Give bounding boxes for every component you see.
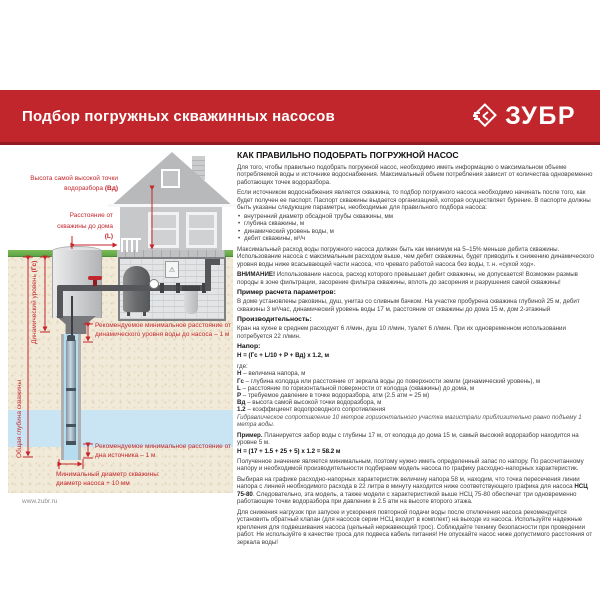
- label-total-depth: [15, 336, 25, 458]
- definition: [237, 385, 595, 392]
- site-url: www.zubr.ru: [22, 498, 58, 505]
- brand-logo: [472, 90, 576, 142]
- where-label: где:: [237, 362, 248, 370]
- label-text: Расстояние от скважины до дома: [57, 212, 113, 230]
- example-label: Пример.: [237, 431, 263, 439]
- definition: [237, 378, 595, 385]
- label-distance-to-house: [51, 211, 113, 243]
- article-title: КАК ПРАВИЛЬНО ПОДОБРАТЬ ПОГРУЖНОЙ НАСОС: [237, 150, 459, 160]
- paragraph: Полученное значение является минимальным, поэтому нужно иметь определенный запас по напору. По рассчитанному напору и необходимой производительности подбираем модель насоса по графику расходно-напорных характеристик.: [237, 457, 584, 473]
- label-symbol: (Гс): [31, 260, 38, 273]
- definitions: [237, 370, 595, 413]
- paragraph: Максимальный расход воды погружного насоса должен быть как минимум на 5–15% меньше дебита скважины. Использование насоса с максимальным расходом выше, чем дебит скважины, будет приводить к снижению динамического уровня воды ниже всасывающей части насоса, что чревато работой насоса без воды, т. н. «сухой ход».: [237, 245, 594, 268]
- label-bottom-clearance: Рекомендуемое минимальное расстояние от дна источника – 1 м: [95, 443, 232, 460]
- term-desc: – величина напора, м: [241, 370, 306, 378]
- paragraph: Кран на кухне в среднем расходует 6 л/мин, душ 10 л/мин, туалет 6 л/мин. При их одновременном использовании потребуется 22 л/мин.: [237, 325, 566, 340]
- paragraph: Если источником водоснабжения является скважина, то подбор погружного насоса необходимо начинать после того, как будет получен ее паспорт. Паспорт скважины выдается организацией, которая осуществляет бурение. В паспорте должны быть указаны следующие параметры, необходимые для правильного подбора насоса:: [237, 189, 591, 211]
- definition: [237, 392, 595, 399]
- paragraph: Для снижения нагрузок при запуске и ускорения повторной подачи воды после отключения насоса рекомендуется установить обратный клапан (для насосов серии НСЦ входит в комплект) на выходе из насоса. Используйте надежные крепления для подвешивания насоса (цельный нержавеющий трос). Соблюдайте технику безопасности при проведении работ. Не используйте в качестве троса для подвеса кабель питания! Не опускайте насос ниже допустимого расстояния от зеркала воды!: [237, 508, 593, 546]
- list-item: • глубина скважины, м: [237, 220, 595, 228]
- definition: [237, 370, 595, 377]
- brand-name: ЗУБР: [505, 101, 576, 130]
- well-passport-list: [237, 213, 595, 243]
- term: Гс: [237, 377, 244, 385]
- term-desc: – высота самой высокой точки водоразбора, м: [245, 399, 382, 407]
- definition: [237, 399, 595, 406]
- label-dynamic-level: [30, 258, 40, 344]
- term: Вд: [237, 399, 246, 407]
- term-desc: – требуемое давление в точке водоразбора, атм (2.5 атм = 25 м): [241, 391, 430, 399]
- list-item: • дебит скважины, м³/ч: [237, 235, 595, 243]
- term-desc: – глубина колодца или расстояние от зеркала воды до поверхности земли (динамический уровень), м: [243, 377, 541, 385]
- label-text: Общая глубина скважины: [16, 379, 23, 458]
- term: 1.2: [237, 406, 246, 414]
- head-formula: H = (Гс + L/10 + P + Вд) x 1.2, м: [237, 352, 330, 360]
- section-heading: Пример расчета параметров:: [237, 289, 336, 297]
- list-item: • внутренний диаметр обсадной трубы скважины, мм: [237, 213, 595, 221]
- pump-model: НСЦ 75-80: [237, 483, 588, 498]
- zubr-arrow-icon: [472, 103, 498, 129]
- label-highest-point: [26, 174, 118, 193]
- label-text: Высота самой высокой точки водоразбора: [30, 175, 118, 192]
- page-title: Подбор погружных скважинных насосов: [22, 107, 335, 125]
- warning-label: ВНИМАНИЕ!: [237, 271, 276, 279]
- warning-paragraph: [237, 271, 595, 286]
- term-desc: – коэффициент водопроводного сопротивления: [245, 406, 386, 414]
- example-text: Планируется забор воды с глубины 17 м, от колодца до дома 15 м, самый высокий водоразбор находится на уровне 5 м.: [237, 431, 579, 447]
- example-formula: H = (17 + 1.5 + 25 + 5) x 1.2 = 58.2 м: [237, 447, 341, 455]
- term: H: [237, 370, 242, 378]
- example-paragraph: [237, 432, 595, 447]
- paragraph: [237, 476, 595, 506]
- term: L: [237, 384, 241, 392]
- paragraph: Для того, чтобы правильно подобрать погружной насос, необходимо иметь информацию о максимальном объеме потребляемой воды и источнике водоснабжения. Максимальный объем потребления зависит от количества одновременно работающих точек водоразбора.: [237, 163, 593, 186]
- section-heading: Напор:: [237, 343, 261, 351]
- term: P: [237, 391, 242, 399]
- hydraulic-note: Гидравлическое сопротивление 10 метров горизонтального участка магистрали приблизительно равно подъему 1 метра воды.: [237, 413, 582, 429]
- label-text: Динамический уровень: [31, 272, 38, 344]
- paragraph-text: Выбирая на графике расходно-напорных характеристик величину напора 58 м, находим, что точка пересечения линии напора с линией необходимого расхода в 22 литра в минуту находится ниже соответствующего графика для насоса: [237, 475, 580, 491]
- warning-sign-icon: ⚠: [165, 261, 179, 278]
- page-header: [0, 90, 600, 145]
- section-heading: Производительность:: [237, 316, 312, 324]
- term-desc: – расстояние по горизонтальной поверхности от колодца (скважины) до дома, м: [240, 384, 475, 392]
- well-installation-diagram: [0, 148, 235, 500]
- paragraph: В доме установлены раковины, душ, унитаз со сливным бачком. На участке пробурена скважина глубиной 25 м, дебит скважины 3 м³/час, динамический уровень воды 17 м, расстояние от скважины до дома 15 м, дом 2-этажный: [237, 298, 580, 313]
- paragraph-text: . Следовательно, эта модель, а также модели с характеристикой выше НСЦ 75-80 обеспечат три одновременно работающие точки водоразбора при давлении в 2.5 атм на высоте второго этажа.: [237, 490, 577, 506]
- label-symbol: (Вд): [104, 184, 118, 192]
- list-item: • динамический уровень воды, м: [237, 228, 595, 236]
- label-symbol: (L): [104, 233, 113, 240]
- label-min-diameter: Минимальный диаметр скважины: диаметр насоса + 10 мм: [56, 471, 160, 488]
- label-pump-top-clearance: Рекомендуемое минимальное расстояние от динамического уровня воды до насоса – 1 м: [95, 322, 232, 339]
- article: [237, 150, 595, 549]
- definition: [237, 406, 595, 413]
- warning-text: Использование насоса, расход которого превышает дебит скважины, не допускается! Возможен размыв породы в зоне фильтрации, засорение фильтра скважины, вплоть до засорения и разрушения самой скважины!: [237, 271, 578, 286]
